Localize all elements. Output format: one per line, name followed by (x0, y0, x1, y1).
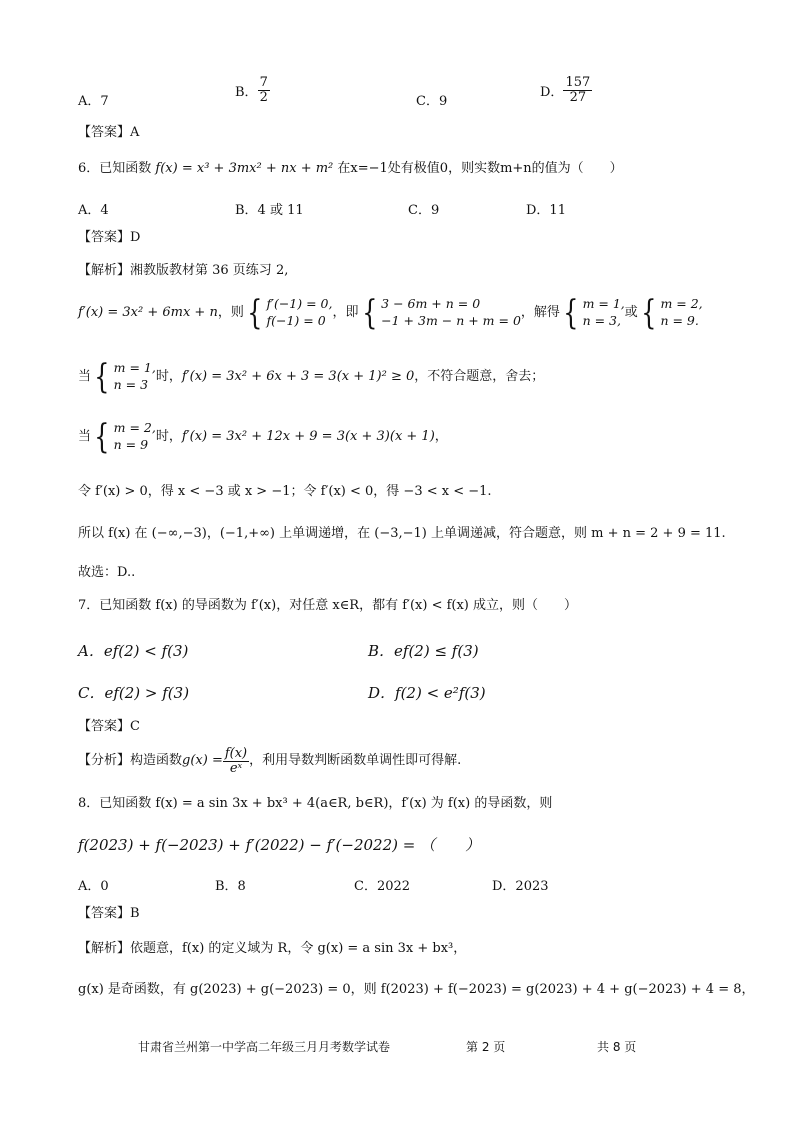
q6-stem (78, 161, 623, 177)
q6-option-b: B．4 或 11 (235, 203, 304, 218)
q7-analysis-prefix: 【分析】构造函数 (78, 753, 183, 769)
fraction-numerator: 157 (565, 75, 591, 90)
system-row: 3 − 6m + n = 0 (381, 296, 481, 312)
q6-conclusion: 故选：D.. (78, 565, 136, 580)
q5-option-d-letter: D． (540, 84, 564, 100)
q6-system-1 (244, 293, 333, 333)
q6-solution-2 (638, 293, 703, 333)
case-text: 时， (155, 369, 182, 385)
system-row: n = 9 (113, 437, 149, 452)
left-brace-icon: { (247, 293, 263, 333)
case-when-text: 当 (78, 429, 92, 445)
case-tail: ， (434, 429, 448, 445)
q6-case-1-formula: f′(x) = 3x² + 6x + 3 = 3(x + 1)² ≥ 0 (181, 369, 415, 385)
q7-g-lhs: g(x) = (182, 753, 223, 769)
q7-analysis-suffix: ，利用导数判断函数单调性即可得解. (249, 753, 462, 769)
q5-answer: 【答案】A (78, 125, 140, 140)
system-row: n = 3 (113, 377, 149, 392)
system-row: f(−1) = 0 (266, 313, 326, 328)
q6-solution-1 (560, 293, 625, 333)
system-row: m = 1, (113, 360, 156, 376)
q6-derivative: f′(x) = 3x² + 6mx + n (78, 305, 218, 321)
footer-school: 甘肃省兰州第一中学高二年级三月月考数学试卷 (138, 1040, 391, 1054)
q6-then-text: ，则 (217, 305, 244, 321)
system-row: f′(−1) = 0, (266, 296, 333, 312)
q6-stem-suffix: 在x=−1处有极值0，则实数m+n的值为（ ） (337, 161, 623, 176)
q6-option-c: C．9 (408, 203, 440, 218)
q6-case-1-system (91, 357, 156, 397)
system-row: m = 2, (660, 296, 703, 312)
left-brace-icon: { (361, 293, 377, 333)
q5-option-d (540, 76, 592, 104)
left-brace-icon: { (94, 357, 110, 397)
fraction-numerator: 7 (259, 75, 268, 90)
fraction-denominator: eˣ (229, 760, 243, 776)
q6-option-d: D．11 (526, 203, 566, 218)
footer-total-pages: 共 8 页 (597, 1040, 637, 1054)
q6-sign-analysis: 令 f′(x) > 0，得 x < −3 或 x > −1；令 f′(x) < 0，得 −3 < x < −1. (78, 484, 492, 499)
q6-solve-text: ，解得 (520, 305, 560, 321)
footer-page-number: 第 2 页 (466, 1040, 506, 1054)
q6-answer: 【答案】D (78, 230, 141, 245)
q5-option-b-letter: B． (235, 84, 258, 100)
system-row: n = 9. (660, 313, 699, 328)
case-when-text: 当 (78, 369, 92, 385)
q8-answer: 【答案】B (78, 906, 140, 921)
q6-ie-text: ，即 (332, 305, 359, 321)
q7-option-c: C．ef(2) > f(3) (78, 684, 190, 702)
fraction-denominator: 2 (259, 89, 268, 105)
left-brace-icon: { (94, 417, 110, 457)
q5-option-b-fraction (258, 76, 270, 104)
q6-option-a: A．4 (78, 203, 109, 218)
q8-option-b: B．8 (215, 879, 246, 894)
system-row: −1 + 3m − n + m = 0 (381, 313, 521, 328)
q8-option-c: C．2022 (354, 879, 411, 894)
q8-stem: 8．已知函数 f(x) = a sin 3x + bx³ + 4(a∈R, b∈R)，f′(x) 为 f(x) 的导函数，则 (78, 796, 553, 811)
left-brace-icon: { (563, 293, 579, 333)
case-text: 时， (155, 429, 182, 445)
q6-system-2 (359, 293, 521, 333)
case-tail: ，不符合题意，舍去； (414, 369, 545, 385)
q7-answer: 【答案】C (78, 719, 140, 734)
q5-option-c: C．9 (416, 94, 448, 109)
q5-option-a: A．7 (78, 94, 109, 109)
q8-expression: f(2023) + f(−2023) + f′(2022) − f′(−2022) = （ ） (78, 836, 481, 854)
q6-monotonicity: 所以 f(x) 在 (−∞,−3)，(−1,+∞) 上单调递增，在 (−3,−1) 上单调递减，符合题意，则 m + n = 2 + 9 = 11. (78, 526, 726, 541)
left-brace-icon: { (641, 293, 657, 333)
q6-or-text: 或 (624, 305, 638, 321)
q7-option-a: A．ef(2) < f(3) (78, 642, 189, 660)
q6-case-2-formula: f′(x) = 3x² + 12x + 9 = 3(x + 3)(x + 1) (181, 429, 435, 445)
fraction-numerator: f(x) (224, 746, 248, 761)
q8-option-a: A．0 (78, 879, 109, 894)
system-row: m = 2, (113, 420, 156, 436)
q8-option-d: D．2023 (492, 879, 549, 894)
q5-option-b (235, 76, 270, 104)
q7-g-fraction (223, 747, 249, 775)
q7-option-b: B．ef(2) ≤ f(3) (368, 642, 479, 660)
q6-stem-prefix: 6．已知函数 (78, 161, 152, 176)
q6-case-1 (78, 357, 545, 397)
q8-analysis-1: 【解析】依题意，f(x) 的定义域为 R，令 g(x) = a sin 3x + bx³， (78, 941, 467, 956)
q6-case-2-system (91, 417, 156, 457)
q6-stem-formula: f(x) = x³ + 3mx² + nx + m² (155, 161, 334, 176)
q7-analysis (78, 747, 461, 775)
q5-option-d-fraction (563, 76, 592, 104)
q8-analysis-2: g(x) 是奇函数，有 g(2023) + g(−2023) = 0，则 f(2023) + f(−2023) = g(2023) + 4 + g(−2023) + 4 = 8， (78, 982, 755, 997)
system-row: n = 3, (582, 313, 621, 328)
fraction-denominator: 27 (569, 89, 587, 105)
q6-system-line (78, 293, 703, 333)
q7-stem: 7．已知函数 f(x) 的导函数为 f′(x)，对任意 x∈R，都有 f′(x) < f(x) 成立，则（ ） (78, 598, 578, 613)
q7-option-d: D．f(2) < e²f(3) (368, 684, 486, 702)
q6-case-2 (78, 417, 448, 457)
system-row: m = 1, (582, 296, 625, 312)
q6-analysis-title: 【解析】湘教版教材第 36 页练习 2, (78, 263, 289, 278)
